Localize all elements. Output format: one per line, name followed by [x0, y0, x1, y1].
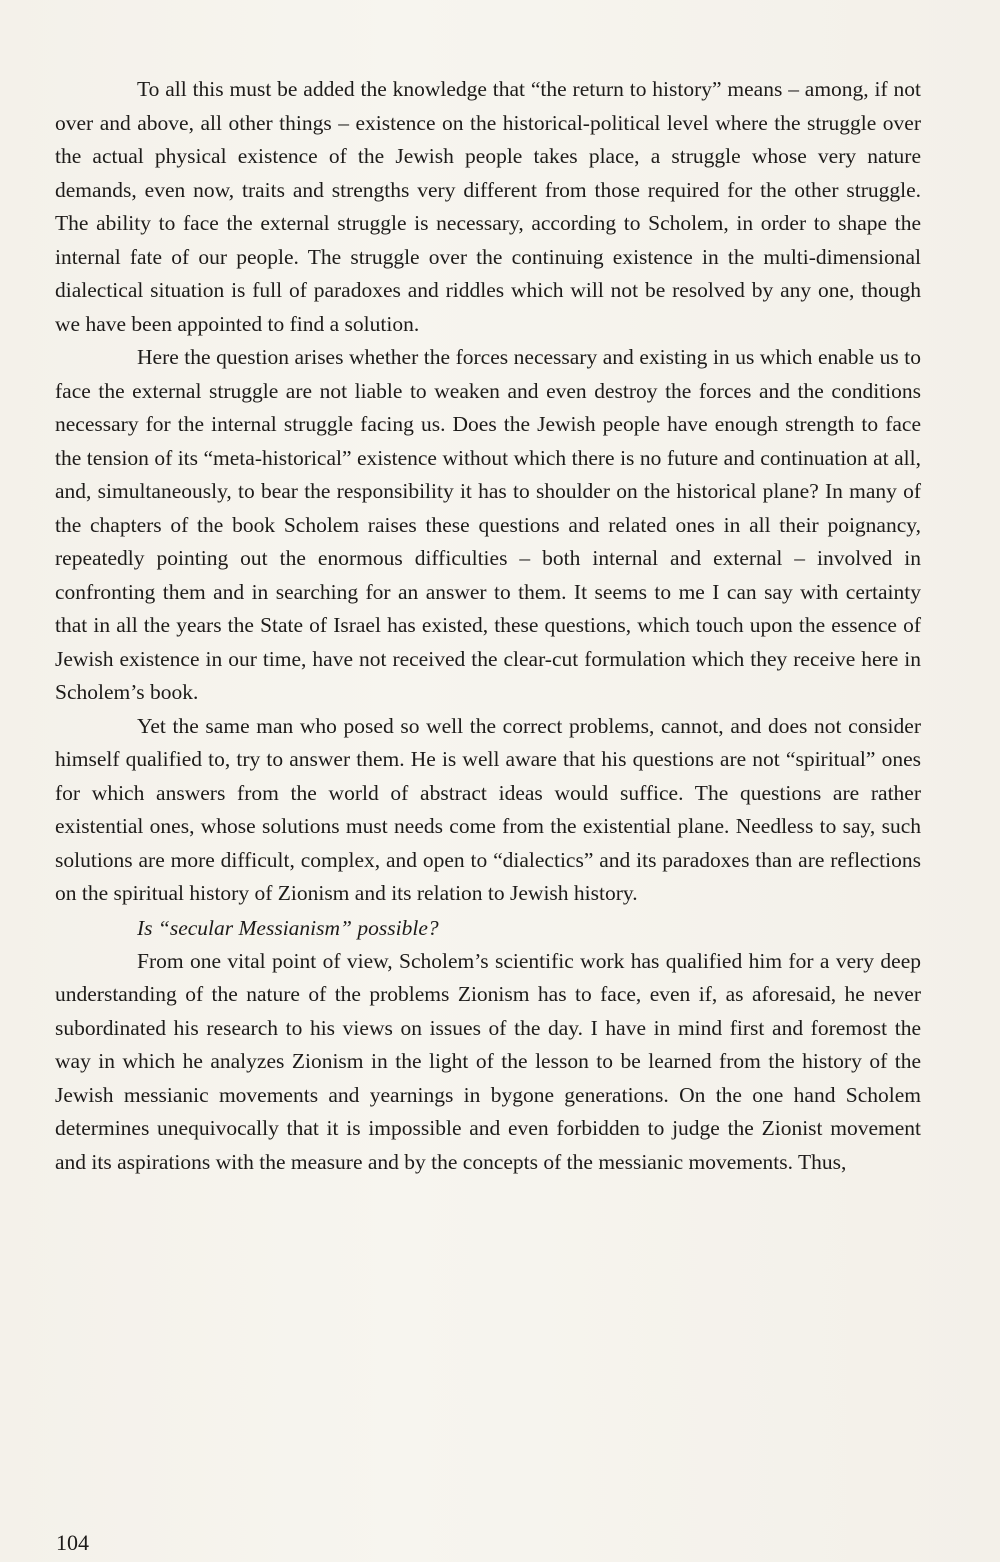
page-number: 104 [56, 1530, 89, 1555]
paragraph-3: Yet the same man who posed so well the correct problems, cannot, and does not consider himself qualified to, try to answer them. He is well aware that his questions are not “spiritual” ones for which answers from the world of abstract ideas would suffice. The questions are rather existential ones, whose solutions must needs come from the existential plane. Needless to say, such solutions are more difficult, complex, and open to “dialectics” and its paradoxes than are reflections on the spiritual history of Zionism and its relation to Jewish history. [55, 713, 921, 905]
paragraph-2: Here the question arises whether the forces necessary and existing in us which enable us to face the external struggle are not liable to weaken and even destroy the forces and the conditions necessary for the internal struggle facing us. Does the Jewish people have enough strength to face the tension of its “meta-historical” existence without which there is no future and continuation at all, and, simultaneously, to bear the responsibility it has to shoulder on the historical plane? In many of the chapters of the book Scholem raises these questions and related ones in all their poignancy, repeatedly pointing out the enormous difficulties – both internal and external – involved in confronting them and in searching for an answer to them. It seems to me I can say with certainty that in all the years the State of Israel has existed, these questions, which touch upon the essence of Jewish existence in our time, have not received the clear-cut formulation which they receive here in Scholem’s book. [55, 345, 921, 704]
section-heading: Is “secular Messianism” possible? [137, 915, 439, 940]
paragraph-4: From one vital point of view, Scholem’s scientific work has qualified him for a very deep understanding of the nature of the problems Zionism has to face, even if, as aforesaid, he never subordinated his research to his views on issues of the day. I have in mind first and foremost the way in which he analyzes Zionism in the light of the lesson to be learned from the history of the Jewish messianic movements and yearnings in bygone generations. On the one hand Scholem determines unequivocally that it is impossible and even forbidden to judge the Zionist movement and its aspirations with the measure and by the concepts of the messianic movements. Thus, [55, 948, 921, 1174]
body-text [55, 73, 921, 1179]
paragraph-1: To all this must be added the knowledge that “the return to history” means – among, if not over and above, all other things – existence on the historical-political level where the struggle over the actual physical existence of the Jewish people takes place, a struggle whose very nature demands, even now, traits and strengths very different from those required for the other struggle. The ability to face the external struggle is necessary, according to Scholem, in order to shape the internal fate of our people. The struggle over the continuing existence in the multi-dimensional dialectical situation is full of paradoxes and riddles which will not be resolved by any one, though we have been appointed to find a solution. [55, 77, 921, 336]
